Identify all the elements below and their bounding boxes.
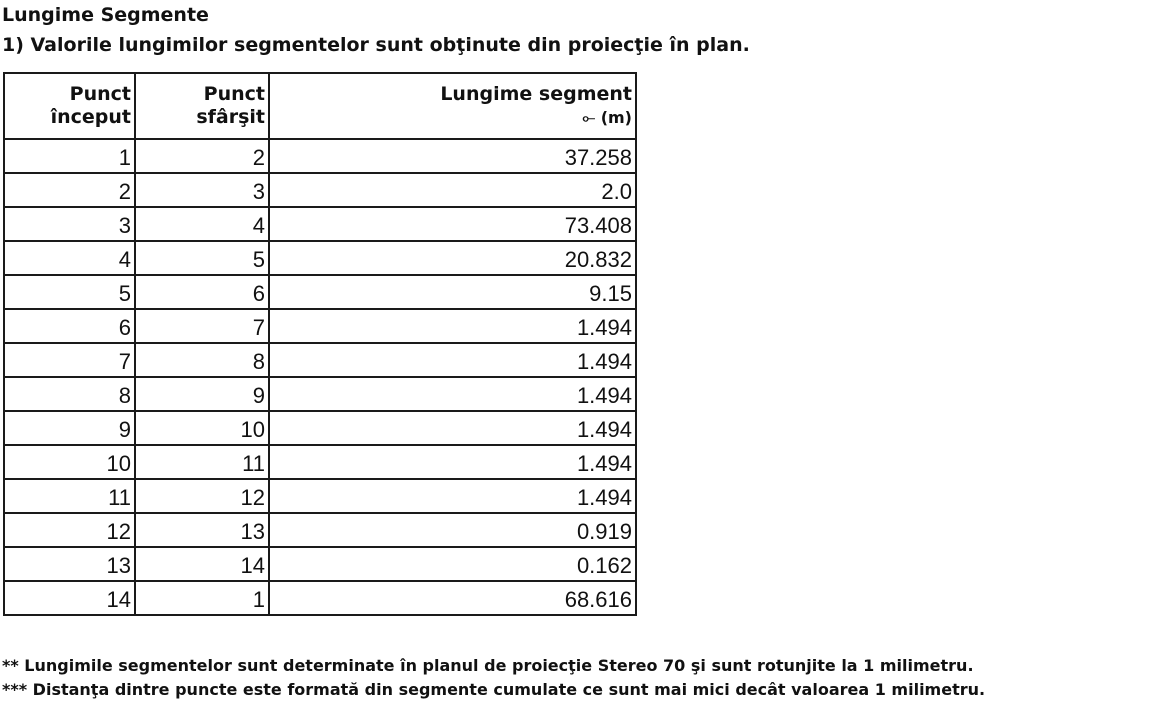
header-length-unit: ⟜ (m) (582, 108, 632, 127)
cell-segment-length: 2.0 (269, 173, 636, 207)
table-row (4, 445, 636, 479)
segments-table (3, 72, 637, 616)
cell-start-point: 1 (4, 139, 135, 173)
cell-end-point: 4 (135, 207, 269, 241)
table-row (4, 309, 636, 343)
cell-segment-length: 1.494 (269, 445, 636, 479)
cell-start-point: 3 (4, 207, 135, 241)
header-start-point (4, 73, 135, 139)
cell-end-point: 14 (135, 547, 269, 581)
table-row (4, 547, 636, 581)
table-row (4, 411, 636, 445)
cell-end-point: 8 (135, 343, 269, 377)
table-row (4, 343, 636, 377)
cell-end-point: 1 (135, 581, 269, 615)
cell-end-point: 9 (135, 377, 269, 411)
cell-segment-length: 1.494 (269, 479, 636, 513)
cell-end-point: 6 (135, 275, 269, 309)
table-row (4, 513, 636, 547)
cell-segment-length: 1.494 (269, 377, 636, 411)
table-row (4, 207, 636, 241)
cell-start-point: 5 (4, 275, 135, 309)
cell-end-point: 12 (135, 479, 269, 513)
table-row (4, 581, 636, 615)
cell-start-point: 14 (4, 581, 135, 615)
segments-table-head (4, 73, 636, 139)
table-row (4, 241, 636, 275)
cell-end-point: 7 (135, 309, 269, 343)
cell-end-point: 11 (135, 445, 269, 479)
cell-start-point: 2 (4, 173, 135, 207)
cell-start-point: 6 (4, 309, 135, 343)
cell-end-point: 5 (135, 241, 269, 275)
header-start-line2: început (50, 106, 131, 128)
header-segment-length (269, 73, 636, 139)
cell-segment-length: 0.162 (269, 547, 636, 581)
cell-segment-length: 1.494 (269, 309, 636, 343)
table-row (4, 275, 636, 309)
table-row (4, 377, 636, 411)
cell-segment-length: 1.494 (269, 343, 636, 377)
cell-end-point: 3 (135, 173, 269, 207)
header-end-line1: Punct (203, 83, 265, 105)
cell-segment-length: 0.919 (269, 513, 636, 547)
table-row (4, 139, 636, 173)
cell-segment-length: 1.494 (269, 411, 636, 445)
cell-start-point: 7 (4, 343, 135, 377)
cell-start-point: 12 (4, 513, 135, 547)
cell-segment-length: 37.258 (269, 139, 636, 173)
cell-end-point: 13 (135, 513, 269, 547)
cell-segment-length: 20.832 (269, 241, 636, 275)
segments-table-body (4, 139, 636, 615)
cell-segment-length: 68.616 (269, 581, 636, 615)
cell-start-point: 11 (4, 479, 135, 513)
cell-start-point: 13 (4, 547, 135, 581)
cell-start-point: 10 (4, 445, 135, 479)
cell-segment-length: 73.408 (269, 207, 636, 241)
header-end-line2: sfârşit (196, 106, 265, 128)
cell-start-point: 4 (4, 241, 135, 275)
cell-end-point: 2 (135, 139, 269, 173)
document-title: Lungime Segmente (2, 4, 209, 26)
cell-segment-length: 9.15 (269, 275, 636, 309)
header-length-line1: Lungime segment (440, 83, 632, 105)
footnote-cumulative: *** Distanţa dintre puncte este formată din segmente cumulate ce sunt mai mici decât valoarea 1 milimetru. (2, 680, 986, 699)
cell-start-point: 9 (4, 411, 135, 445)
document-subtitle: 1) Valorile lungimilor segmentelor sunt obţinute din proiecţie în plan. (2, 34, 750, 56)
footnote-rounding: ** Lungimile segmentelor sunt determinate în planul de proiecţie Stereo 70 şi sunt rotunjite la 1 milimetru. (2, 656, 974, 675)
header-end-point (135, 73, 269, 139)
header-row (4, 73, 636, 139)
table-row (4, 173, 636, 207)
table-row (4, 479, 636, 513)
header-start-line1: Punct (69, 83, 131, 105)
cell-end-point: 10 (135, 411, 269, 445)
cell-start-point: 8 (4, 377, 135, 411)
